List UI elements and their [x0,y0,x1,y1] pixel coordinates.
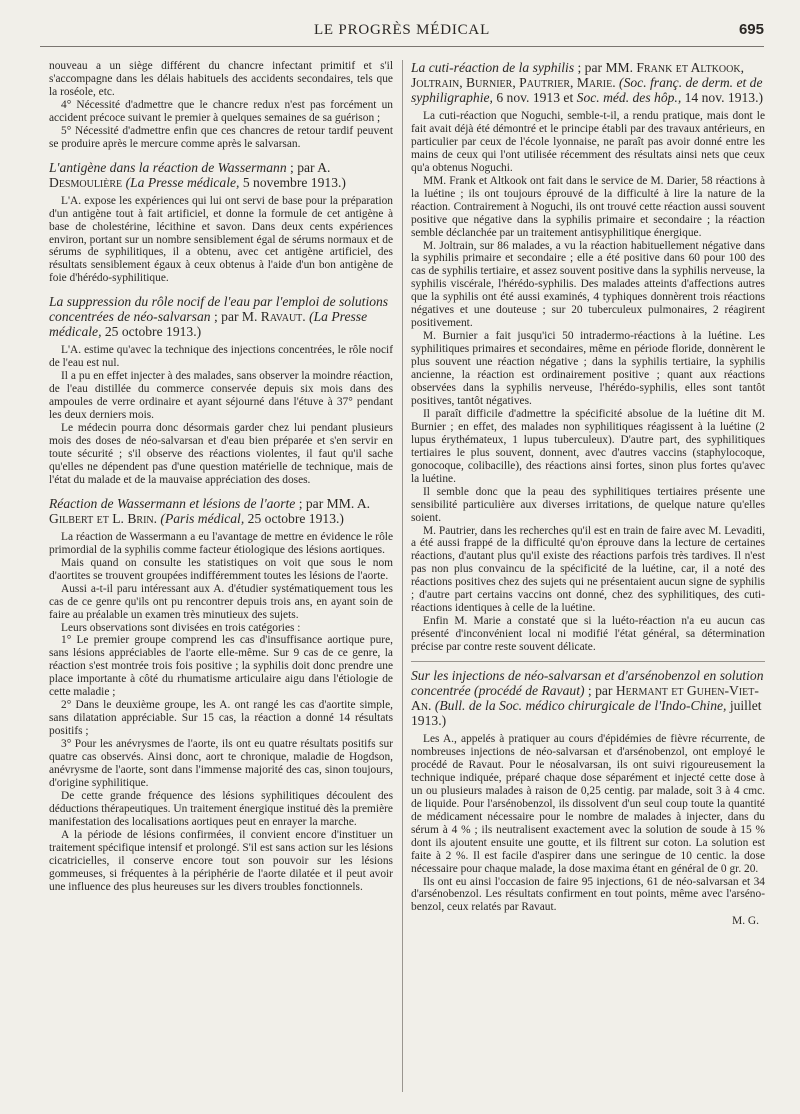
article-title: Sur les injections de néo-salvarsan et d'arsénobenzol en solution concentrée [411,668,764,699]
article-injections [411,668,765,928]
signature: M. G. [732,915,759,928]
article-source: (La Presse médicale, [125,174,240,190]
paragraph: 2° Dans le deuxième groupe, les A. ont rangé les cas d'aortite simple, sans dilatation appréciable. Sur 15 cas, la réaction a donné 14 résultats positifs ; [49,699,393,738]
paragraph: Il semble donc que la peau des syphilitiques tertiaires présente une sensibilité particulière aux diverses irritations, de quelque nature qu'elles soient. [411,485,765,524]
article-date: 25 octobre 1913.) [244,510,344,526]
article-date: 25 octobre 1913.) [101,324,202,340]
paragraph: Leurs observations sont divisées en trois catégories : [61,621,301,634]
journal-title: LE PROGRÈS MÉDICAL [313,22,491,38]
paragraph: Les A., appelés à pratiquer au cours d'épidémies de fièvre récurrente, de nombreuses injections de néo-salvarsan et d'arsénobenzol, ont employé le procédé de Ravaut. Pour le néosalvarsan, ils ont suivi rigoureusement la technique indiquée, préparé chaque dose séparément et injecté cette dose à un ou plusieurs malades à raison de 0,25 centig. par malade, soit 3 à 4 cmc. de liquide. Pour l'arsénobenzol, ils dissolvent d'un seul coup toute la quantité de médicament nécessaire pour le nombre de malades à injecter, dans du sérum à 4 % ; ils neutralisent exactement avec la solution de soude à 15 % dont ils ajoutent ensuite une goutte, et ils filtrent sur coton. La solution est faite à 2 %. Il est facile d'aspirer dans une seringue de 10 centic. la dose nécessaire pour chaque malade, la dose maxima étant en général de 0 gr. 20. [411,733,765,875]
article-suppression [49,294,393,486]
column-divider [402,60,403,1092]
heading-separator: ; par M. [210,309,261,325]
article-date: 6 nov. 1913 et [492,90,577,105]
paragraph: M. Pautrier, dans les recherches qu'il est en train de faire avec M. Levaditi, a été aussi frappé de la difficulté qu'on éprouve dans la lecture de certaines réactions, d'autant plus qu'il existe des réactions parfois très tardives. Il n'est pas non plus convaincu de la spécificité de la luétine, car, il a noté des réactions positives chez des sujets qui ne présentaient aucun signe de syphilis ; d'autre part certains vaccins ont donné, chez des syphilitiques, des cuti-réactions identiques à celle de la luétine. [411,524,765,615]
article-authors: Frank et Altkook, Joltrain, Burnier, Pautrier, Marie. [411,60,744,90]
paragraph: A la période de lésions confirmées, il convient encore d'instituer un traitement spécifique intensif et prolongé. S'il est sans action sur les lésions cicatricielles, il conserve encore tout son pouvoir sur les lésions gommeuses, si fréquentes à la périphérie de l'aorte dilatée et il peut avoir une influence des plus heureuses sur les divers troubles fonctionnels. [49,828,393,893]
article-source: (Paris médical, [160,510,245,526]
article-source-secondary: Soc. méd. des hôp., [576,90,682,105]
article-separator-rule [411,661,765,662]
article-date: 5 novembre 1913.) [239,174,346,190]
article-date-secondary: 14 nov. 1913.) [681,90,764,105]
article-authors: Gilbert et L. Brin. [49,510,158,526]
paragraph: La cuti-réaction que Noguchi, semble-t-il, a rendu pratique, mais dont le fait avait déjà été démontré et le principe établi par des travaux antérieurs, en particulier par ceux de l'école lyonnaise, ne paraît pas avoir donné entre les mains de ceux qui l'ont utilisée récemment des résultats ainsi nets que ceux qu'a obtenus Noguchi. [411,110,765,174]
article-authors: Ravaut. [260,309,306,325]
article-continuation [49,60,393,151]
paragraph: 4° Nécessité d'admettre que le chancre redux n'est pas forcément un accident précoce suivant le premier à quelques semaines de sa guérison ; [49,98,393,124]
article-heading [49,496,393,526]
article-cuti-reaction [411,60,765,654]
paragraph: M. Burnier a fait jusqu'ici 50 intradermo-réactions à la luétine. Les syphilitiques primaires et secondaires, même en période floride, donnèrent le plus souvent une réaction négative ; dans la syphilis tertiaire, la syphilis ancienne, la réaction est ordinairement positive ; quant aux réactions observées dans la syphilis nerveuse, l'hérédo-syphilis, elles sont tantôt positives, tantôt négatives. [411,330,765,407]
article-title: La suppression du rôle nocif de l'eau par l'emploi de solutions concentrées de néo-salvarsan [49,294,389,325]
article-source: (La Presse médicale, [49,309,368,340]
paragraph: Le médecin pourra donc désormais garder chez lui pendant plusieurs mois des doses de néo-salvarsan et d'eau bien préparée et s'en servir en toute sécurité ; s'il observe des réactions violentes, il faut qu'il sache qu'elles ne dépendent pas d'une question matérielle de technique, mais de l'état du malade et de la mauvaise appréciation des doses. [49,422,393,486]
left-column [49,60,393,1094]
paragraph: nouveau a un siège différent du chancre infectant primitif et s'il s'accompagne dans les délais habituels des accidents secondaires, tels que la roséole, etc. [49,60,393,98]
article-aorte [49,496,393,894]
paragraph: Aussi a-t-il paru intéressant aux A. d'étudier systématiquement tous les cas de ce genre qu'ils ont pu rencontrer depuis trois ans, en ayant soin de faire au préalable un examen très minutieux des sujets. [49,582,393,621]
page-header [40,18,764,47]
article-title: La cuti-réaction de la syphilis [411,60,575,75]
heading-separator: ; par [584,683,616,699]
paragraph: De cette grande fréquence des lésions syphilitiques découlent des déductions thérapeutiques. Un traitement énergique institué dès la première manifestation des localisations aortiques peut en enrayer la marche. [49,789,393,828]
article-heading [411,668,765,728]
article-source: (Bull. de la Soc. médico chirurgicale de l'Indo-Chine, [434,698,727,714]
article-method: (procédé de Ravaut) [470,683,585,699]
paragraph: Il paraît difficile d'admettre la spécificité absolue de la luétine dit M. Burnier ; en effet, des malades non syphilitiques réagissent à la luétine (2 lupus érythémateux, 1 lupus tuberculeux). D'autre part, des syphilitiques tertiaires le plus souvent, donnent, avec d'autres vaccins (staphylocoque, gonocoque, colibacille), des réactions ainsi fortes, sinon plus fortes qu'avec la luétine. [411,407,765,485]
paragraph: L'A. expose les expériences qui lui ont servi de base pour la préparation d'un antigène tout à fait artificiel, et donne la formule de cet antigène à base de cholestérine, lécithine et savon. Dans deux cents expériences environ, portant sur un nombre sensiblement égal de sérums normaux et de sérums de syphilitiques, il a obtenu, avec cet antigène artificiel, des résultats sensiblement égaux à ceux obtenus à l'aide d'un bon antigène de foie d'hérédo-syphilitique. [49,194,393,285]
paragraph: Il a pu en effet injecter à des malades, sans observer la moindre réaction, de l'eau distillée du commerce conservée depuis six mois dans des ampoules de verre ordinaire et ayant séjourné dans l'étuve à 37° pendant les deux derniers mois. [49,370,393,422]
heading-separator: ; par MM. [574,60,637,75]
paragraph: 5° Nécessité d'admettre enfin que ces chancres de retour tardif peuvent se produire après le mercure comme après le salvarsan. [49,124,393,150]
paragraph: Enfin M. Marie a constaté que si la luéto-réaction n'a eu aucun cas présenté d'inconvénient local ni modifié l'état général, sa détermination précise par contre reste souvent délicate. [411,615,765,654]
paragraph: L'A. estime qu'avec la technique des injections concentrées, le rôle nocif de l'eau est nul. [49,344,393,370]
article-source: (Soc. franç. de derm. et de syphiligraphie, [411,75,763,105]
paragraph: La réaction de Wassermann a eu l'avantage de mettre en évidence le rôle primordial de la syphilis comme facteur étiologique des lésions aortiques. [49,530,393,556]
article-heading [49,294,393,339]
paragraph: MM. Frank et Altkook ont fait dans le service de M. Darier, 58 réactions à la luétine ; ils ont toujours éprouvé de la difficulté à lire la nature de la réaction. Contrairement à Noguchi, ils ont trouvé cette réaction aussi souvent positive que négative dans la syphilis primaire et secondaire ; la réaction semble déclanchée par un traitement antisyphilitique énergique. [411,174,765,239]
article-authors: Desmoulière [49,174,123,190]
paragraph: Mais quand on consulte les statistiques on voit que sous le nom d'aortites se trouvent groupées indifféremment toutes les lésions de l'aorte. [49,556,393,582]
article-heading [411,60,765,105]
article-title: L'antigène dans la réaction de Wassermann [49,159,287,175]
article-authors: Hermant et Guhen-Viet-An. [411,683,759,714]
heading-separator: ; par A. [286,159,331,175]
paragraph: 1° Le premier groupe comprend les cas d'insuffisance aortique pure, sans lésions appréciables de l'aorte elle-même. Sur 9 cas de ce genre, la réaction s'est montrée trois fois positive ; la syphilis doit donc prendre une place importante à côté du rhumatisme articulaire aigu dans l'étiologie de cette maladie ; [49,634,393,699]
article-antigene [49,160,393,286]
heading-separator: ; par MM. A. [295,495,371,511]
paragraph: M. Joltrain, sur 86 malades, a vu la réaction habituellement négative dans la syphilis primaire et secondaire ; elle a été positive dans 60 pour 100 des cas de syphilis tertiaire, et assez souvent positive dans la syphilis nerveuse, la syphilis viscérale, l'hérédo-syphilis. Des malades atteints d'affections autres que la syphilis ont été aussi examinés, 4 typhiques donnèrent trois réactions négatives et une douteuse ; sur 20 tuberculeux pulmonaires, 2 réagirent positivement. [411,239,765,330]
paragraph: Ils ont eu ainsi l'occasion de faire 95 injections, 61 de néo-salvarsan et 34 d'arsénobenzol. Les résultats confirment en tout points, même avec l'arséno-benzol, ceux relatés par Ravaut. [411,875,765,914]
article-heading [49,160,393,190]
right-column [411,60,765,1094]
page-number: 695 [738,21,764,38]
article-date: juillet 1913.) [411,698,762,729]
paragraph: 3° Pour les anévrysmes de l'aorte, ils ont eu quatre résultats positifs sur quatre cas observés. Ainsi donc, aort te chronique, maladie de Hogdson, anévrysme de l'aorte, sont dans l'immense majorité des cas, sinon toujours, d'origine syphilitique. [49,738,393,789]
article-title: Réaction de Wassermann et lésions de l'aorte [49,495,296,511]
